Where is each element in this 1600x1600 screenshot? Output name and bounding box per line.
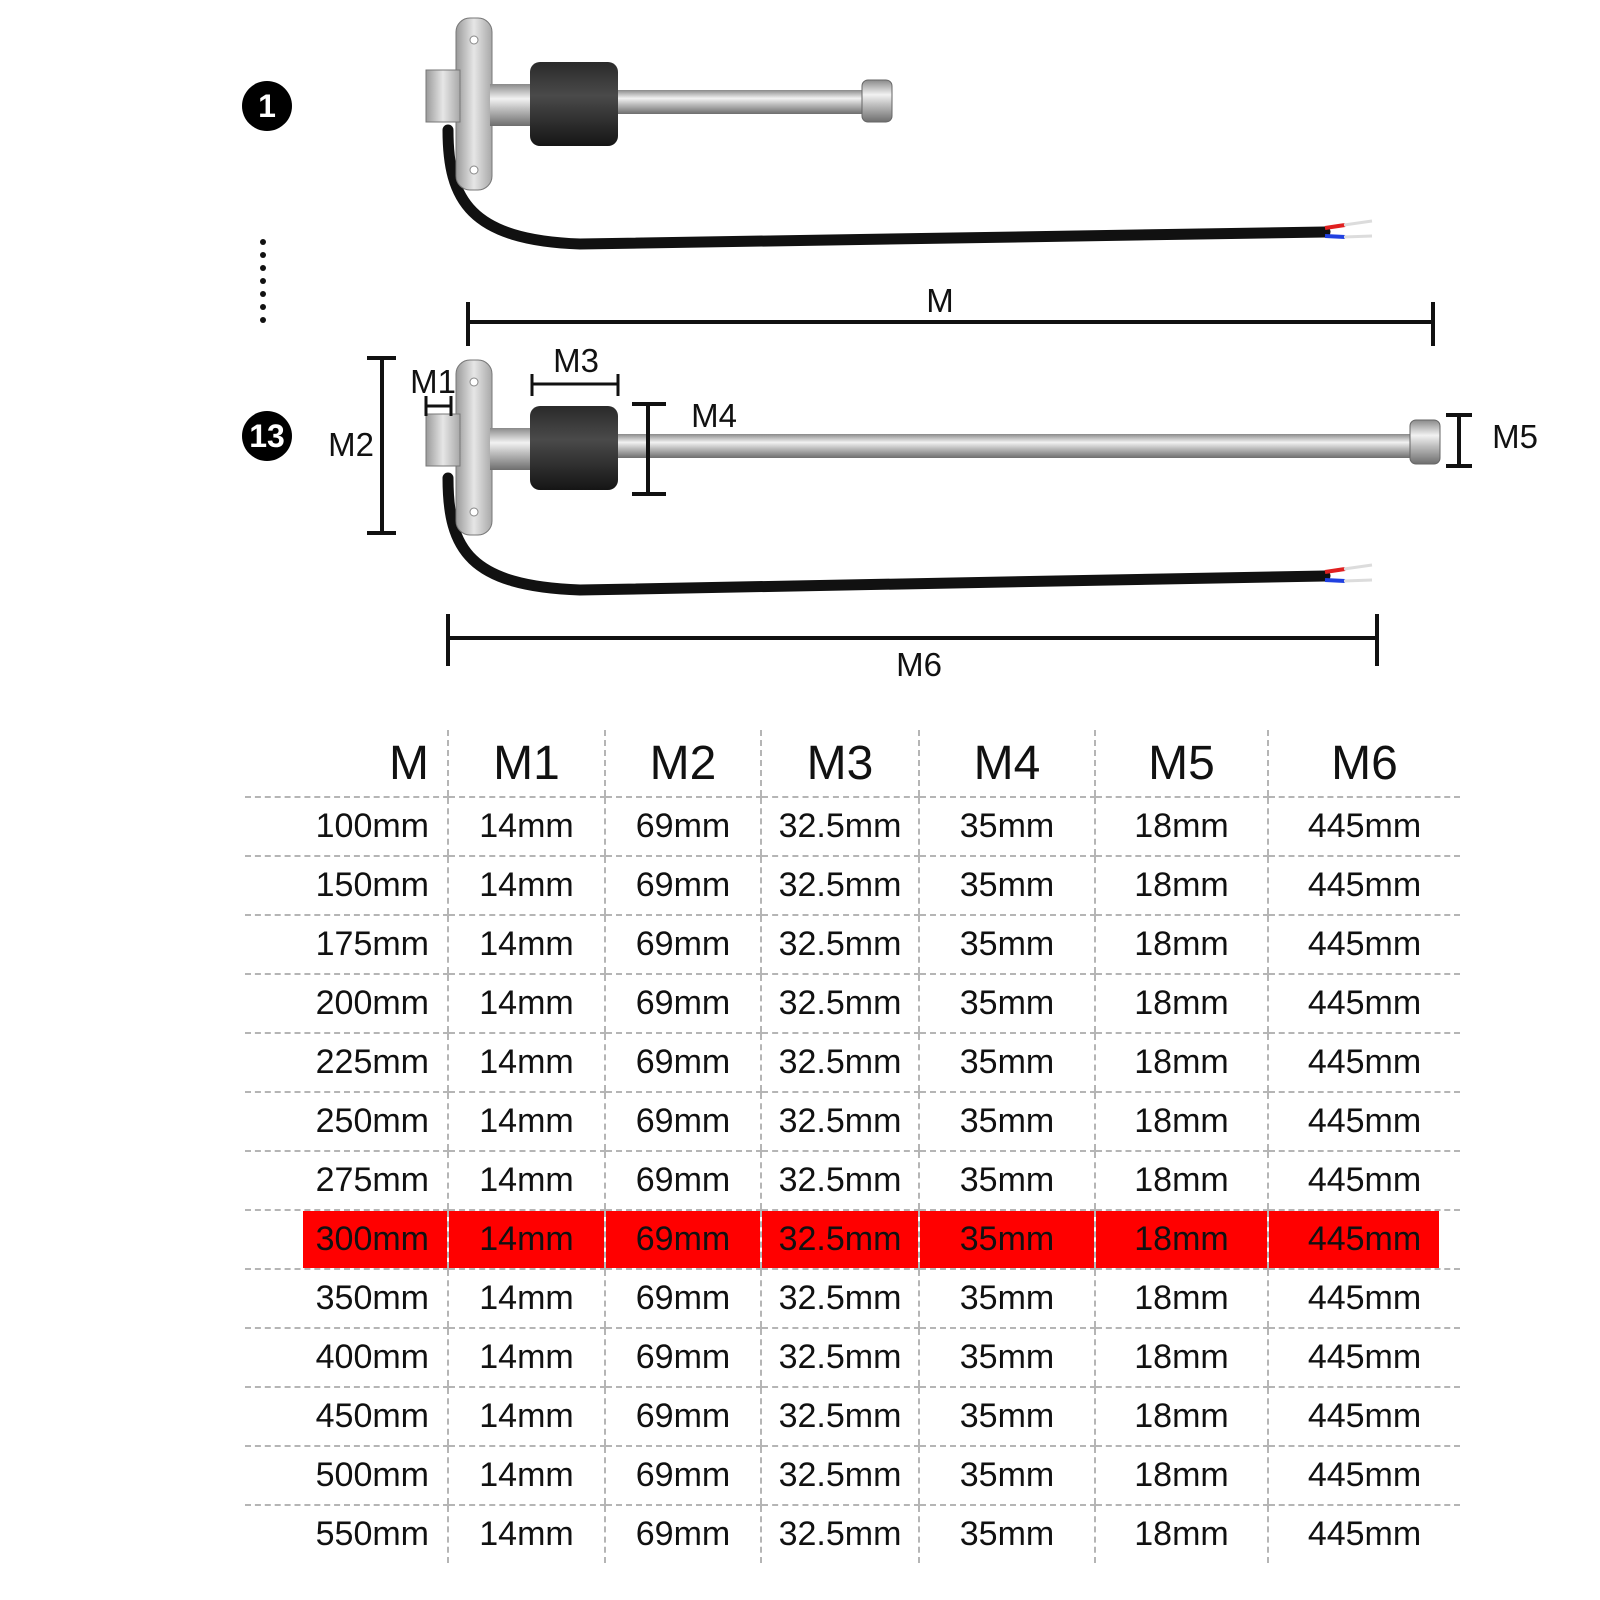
- dimension-M5: [1446, 415, 1472, 466]
- table-cell-m4: 35mm: [919, 797, 1095, 856]
- table-cell-m: 550mm: [315, 1515, 429, 1553]
- sensor-short: [426, 18, 1372, 244]
- table-row-highlighted: [245, 1210, 1460, 1269]
- table-cell-m5: 18mm: [1095, 915, 1268, 974]
- table-cell-m2: 69mm: [605, 1210, 761, 1269]
- item-number-13: [242, 411, 292, 461]
- table-cell-m6: 445mm: [1268, 1210, 1460, 1269]
- table-cell-m2: 69mm: [605, 974, 761, 1033]
- table-cell-m3: 32.5mm: [761, 1151, 919, 1210]
- table-cell-m2: 69mm: [605, 797, 761, 856]
- table-cell-m5: 18mm: [1095, 1092, 1268, 1151]
- table-cell-m1: 14mm: [448, 1151, 605, 1210]
- table-cell-m3: 32.5mm: [761, 1033, 919, 1092]
- table-cell-m6: 445mm: [1268, 1092, 1460, 1151]
- table-cell-m: 250mm: [245, 1092, 448, 1151]
- table-cell-m1: 14mm: [448, 1505, 605, 1563]
- table-header-row: [245, 730, 1460, 797]
- table-cell-m: 150mm: [245, 856, 448, 915]
- table-cell-m3: 32.5mm: [761, 1210, 919, 1269]
- table-row: [245, 1269, 1460, 1328]
- dimension-label-M1: M1: [410, 363, 456, 400]
- table-cell-m6: 445mm: [1268, 797, 1460, 856]
- table-cell-m: 275mm: [245, 1151, 448, 1210]
- table-cell-m1: 14mm: [448, 797, 605, 856]
- column-header-m6: M6: [1268, 730, 1460, 797]
- table-cell-m2: 69mm: [605, 1328, 761, 1387]
- table-cell-m6: 445mm: [1268, 1033, 1460, 1092]
- sensor-long: [426, 360, 1440, 590]
- dimension-label-M5: M5: [1492, 418, 1538, 455]
- column-header-m3: M3: [761, 730, 919, 797]
- table-cell-m: 175mm: [245, 915, 448, 974]
- table-cell-m4: 35mm: [919, 1151, 1095, 1210]
- table-cell-m4: 35mm: [919, 1328, 1095, 1387]
- table-cell-m2: 69mm: [605, 1269, 761, 1328]
- table-cell-m5: 18mm: [1095, 1446, 1268, 1505]
- table-cell-m5: 18mm: [1095, 974, 1268, 1033]
- table-cell-m4: 35mm: [919, 1210, 1095, 1269]
- table-cell-m6: 445mm: [1268, 1387, 1460, 1446]
- table-cell-m: 300mm: [245, 1210, 448, 1269]
- table-row: [245, 1151, 1460, 1210]
- table-cell-m6: 445mm: [1268, 1505, 1460, 1563]
- dimension-label-M4: M4: [691, 397, 737, 434]
- table-row: [245, 974, 1460, 1033]
- table-cell-m: 450mm: [245, 1387, 448, 1446]
- table-cell-m6: 445mm: [1268, 1151, 1460, 1210]
- table-row: [245, 915, 1460, 974]
- table-cell-m3: 32.5mm: [761, 1328, 919, 1387]
- table-cell-m6: 445mm: [1268, 974, 1460, 1033]
- table-cell-m2: 69mm: [605, 915, 761, 974]
- table-cell-m3: 32.5mm: [761, 915, 919, 974]
- table-cell-m4: 35mm: [919, 1269, 1095, 1328]
- table-cell-m5: 18mm: [1095, 1269, 1268, 1328]
- column-header-m: M: [245, 730, 448, 797]
- table-cell-m5: 18mm: [1095, 1505, 1268, 1563]
- table-row: [245, 1328, 1460, 1387]
- vertical-ellipsis: [260, 239, 266, 323]
- table-cell-m3: 32.5mm: [761, 1269, 919, 1328]
- table-cell-m3: 32.5mm: [761, 797, 919, 856]
- table-cell-m3: 32.5mm: [761, 856, 919, 915]
- sensor-dimension-diagram: [0, 0, 1600, 700]
- item-number-13-label: 13: [249, 418, 285, 454]
- dimension-label-M: M: [926, 282, 954, 319]
- table-cell-m3: 32.5mm: [761, 974, 919, 1033]
- dimension-label-M6: M6: [896, 646, 942, 683]
- table-cell-m1: 14mm: [448, 1092, 605, 1151]
- table-cell-m5: 18mm: [1095, 797, 1268, 856]
- column-header-m1: M1: [448, 730, 605, 797]
- table-cell-m1: 14mm: [448, 1269, 605, 1328]
- table-row: [245, 1092, 1460, 1151]
- column-header-m5: M5: [1095, 730, 1268, 797]
- table-cell-m: 500mm: [245, 1446, 448, 1505]
- dimension-label-M2: M2: [328, 426, 374, 463]
- table-cell-m3: 32.5mm: [761, 1387, 919, 1446]
- table-cell-m1: 14mm: [448, 1446, 605, 1505]
- table-row: [245, 1033, 1460, 1092]
- table-row: [245, 856, 1460, 915]
- table-cell-m5: 18mm: [1095, 856, 1268, 915]
- table-cell-m6: 445mm: [1268, 856, 1460, 915]
- table-cell-m1: 14mm: [448, 1328, 605, 1387]
- table-cell-m1: 14mm: [448, 1210, 605, 1269]
- table-cell-m6: 445mm: [1268, 1269, 1460, 1328]
- table-row: [245, 1446, 1460, 1505]
- table-cell-m2: 69mm: [605, 1092, 761, 1151]
- table-cell-m3: 32.5mm: [761, 1092, 919, 1151]
- table-cell-m3: 32.5mm: [761, 1446, 919, 1505]
- table-cell-m6: 445mm: [1268, 915, 1460, 974]
- table-cell-m2: 69mm: [605, 1151, 761, 1210]
- table-row: [245, 797, 1460, 856]
- dimension-label-M3: M3: [553, 342, 599, 379]
- table-cell-m2: 69mm: [605, 1033, 761, 1092]
- table-cell-m4: 35mm: [919, 1446, 1095, 1505]
- table-cell-m: 200mm: [245, 974, 448, 1033]
- table-cell-m4: 35mm: [919, 974, 1095, 1033]
- table-cell-m: 225mm: [245, 1033, 448, 1092]
- table-row: [245, 1505, 1460, 1563]
- table-cell-m: 100mm: [245, 797, 448, 856]
- dimension-spec-table: [245, 730, 1460, 1563]
- table-cell-m1: 14mm: [448, 1387, 605, 1446]
- table-cell-m1: 14mm: [448, 915, 605, 974]
- table-cell-m4: 35mm: [919, 1505, 1095, 1563]
- table-cell-m5: 18mm: [1095, 1387, 1268, 1446]
- column-header-m4: M4: [919, 730, 1095, 797]
- table-cell-m: 400mm: [245, 1328, 448, 1387]
- table-cell-m5: 18mm: [1095, 1151, 1268, 1210]
- table-cell-m2: 69mm: [605, 1446, 761, 1505]
- table-cell-m4: 35mm: [919, 856, 1095, 915]
- column-header-m2: M2: [605, 730, 761, 797]
- table-cell-m5: 18mm: [1095, 1210, 1268, 1269]
- table-cell-m1: 14mm: [448, 974, 605, 1033]
- table-cell-m4: 35mm: [919, 915, 1095, 974]
- table-cell-m2: 69mm: [605, 1387, 761, 1446]
- table-cell-m5: 18mm: [1095, 1033, 1268, 1092]
- table-cell-m4: 35mm: [919, 1033, 1095, 1092]
- table-cell-m5: 18mm: [1095, 1328, 1268, 1387]
- table-cell-m1: 14mm: [448, 856, 605, 915]
- table-cell-m2: 69mm: [605, 856, 761, 915]
- table-cell-m: 350mm: [245, 1269, 448, 1328]
- item-number-1: [242, 81, 292, 131]
- table-cell-m2: 69mm: [605, 1505, 761, 1563]
- item-number-1-label: 1: [258, 88, 276, 124]
- table-cell-m1: 14mm: [448, 1033, 605, 1092]
- table-cell-m4: 35mm: [919, 1387, 1095, 1446]
- table-cell-m6: 445mm: [1268, 1328, 1460, 1387]
- table-cell-m6: 445mm: [1268, 1446, 1460, 1505]
- table-cell-m3: 32.5mm: [761, 1505, 919, 1563]
- table-row: [245, 1387, 1460, 1446]
- table-cell-m4: 35mm: [919, 1092, 1095, 1151]
